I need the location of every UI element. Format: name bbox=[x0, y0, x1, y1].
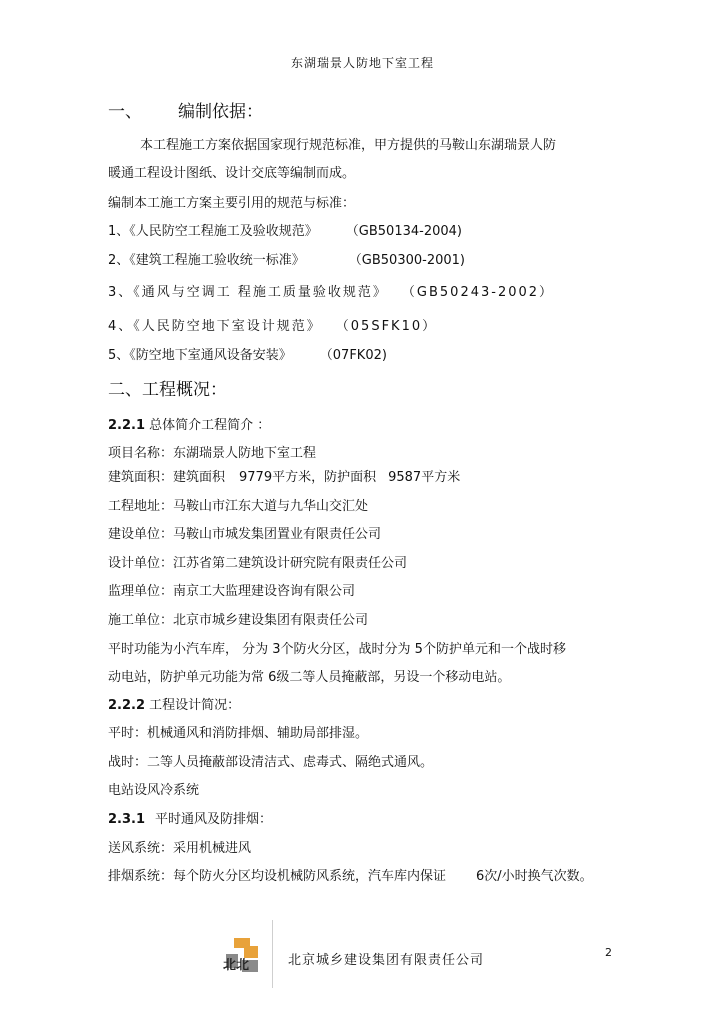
standard-item-code: （GB50134-2004) bbox=[345, 224, 462, 239]
project-name: 项目名称：东湖瑞景人防地下室工程 bbox=[108, 446, 317, 461]
subsection-222 bbox=[108, 694, 240, 713]
function-line1: 平时功能为小汽车库， 分为 3个防火分区，战时分为 5个防护单元和一个战时移 bbox=[108, 642, 566, 657]
company-logo-icon bbox=[220, 936, 266, 976]
standard-item-label: 5、《防空地下室通风设备安装》 bbox=[108, 348, 292, 363]
standard-item-code: （GB50300-2001) bbox=[348, 253, 465, 268]
section2-heading: 二、工程概况： bbox=[108, 380, 227, 400]
wartime-ventilation: 战时：二等人员掩蔽部设清洁式、虑毒式、隔绝式通风。 bbox=[108, 755, 434, 770]
subsection-231 bbox=[108, 808, 272, 827]
standard-item-code: （GB50243-2002） bbox=[401, 285, 555, 300]
exhaust-rate: 6次/小时换气次数。 bbox=[476, 869, 593, 884]
standard-item-label: 3、《通风与空调工 程施工质量验收规范》 bbox=[108, 285, 388, 300]
section1-para-line3: 编制本工施工方案主要引用的规范与标准： bbox=[108, 196, 356, 211]
subsection-title: 平时通风及防排烟： bbox=[155, 812, 273, 827]
subsection-title: 工程设计简况： bbox=[149, 698, 241, 713]
area-value2: 9587平方米 bbox=[388, 470, 461, 485]
subsection-number: 2.2.1 bbox=[108, 418, 146, 433]
subsection-number: 2.2.2 bbox=[108, 698, 146, 713]
page-header: 东湖瑞景人防地下室工程 bbox=[290, 56, 434, 70]
standard-item-4 bbox=[108, 315, 437, 334]
peacetime-ventilation: 平时：机械通风和消防排烟、辅助局部排湿。 bbox=[108, 726, 369, 741]
section1-heading-num: 一、 bbox=[108, 102, 142, 122]
smoke-exhaust-system bbox=[108, 865, 593, 884]
building-area bbox=[108, 466, 460, 485]
standard-item-2 bbox=[108, 249, 465, 268]
project-address: 工程地址：马鞍山市江东大道与九华山交汇处 bbox=[108, 499, 369, 514]
area-prefix: 建筑面积：建筑面积 bbox=[108, 470, 226, 485]
design-unit: 设计单位：江苏省第二建筑设计研究院有限责任公司 bbox=[108, 556, 408, 571]
section1-heading-text: 编制依据： bbox=[178, 102, 263, 122]
standard-item-code: （05SFK10） bbox=[335, 319, 438, 334]
subsection-221 bbox=[108, 414, 270, 433]
supply-air-system: 送风系统：采用机械进风 bbox=[108, 841, 252, 856]
page-number: 2 bbox=[605, 946, 612, 959]
section1-heading bbox=[108, 97, 263, 122]
section1-para-line1: 本工程施工方案依据国家现行规范标准，甲方提供的马鞍山东湖瑞景人防 bbox=[140, 138, 557, 153]
footer-divider bbox=[272, 920, 273, 988]
standard-item-label: 4、《人民防空地下室设计规范》 bbox=[108, 319, 322, 334]
logo-text: 北北 bbox=[223, 958, 250, 973]
standard-item-label: 1、《人民防空工程施工及验收规范》 bbox=[108, 224, 318, 239]
construction-unit: 施工单位：北京市城乡建设集团有限责任公司 bbox=[108, 613, 369, 628]
power-station-cooling: 电站设风冷系统 bbox=[108, 783, 200, 798]
area-value: 9779平方米，防护面积 bbox=[239, 470, 377, 485]
supervision-unit: 监理单位：南京工大监理建设咨询有限公司 bbox=[108, 584, 356, 599]
function-line2: 动电站，防护单元功能为常 6级二等人员掩蔽部，另设一个移动电站。 bbox=[108, 670, 511, 685]
subsection-number: 2.3.1 bbox=[108, 812, 146, 827]
standard-item-label: 2、《建筑工程施工验收统一标准》 bbox=[108, 253, 305, 268]
standard-item-3 bbox=[108, 281, 554, 300]
standard-item-5 bbox=[108, 344, 387, 363]
exhaust-text: 排烟系统：每个防火分区均设机械防风系统，汽车库内保证 bbox=[108, 869, 447, 884]
standard-item-code: （07FK02) bbox=[319, 348, 387, 363]
subsection-title: 总体简介工程简介 ： bbox=[149, 418, 271, 433]
builder-unit: 建设单位：马鞍山市城发集团置业有限责任公司 bbox=[108, 527, 382, 542]
footer-company: 北京城乡建设集团有限责任公司 bbox=[288, 953, 485, 968]
standard-item-1 bbox=[108, 220, 462, 239]
section1-para-line2: 暖通工程设计图纸、设计交底等编制而成。 bbox=[108, 166, 356, 181]
